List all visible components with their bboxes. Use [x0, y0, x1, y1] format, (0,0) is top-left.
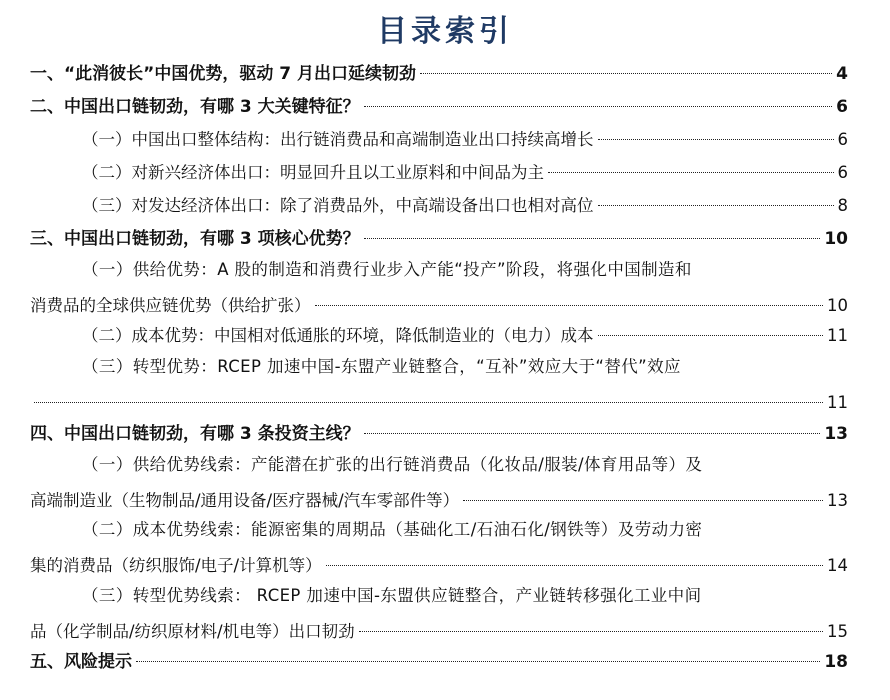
toc-page-number: 6 — [836, 97, 848, 117]
toc-entry-text: （二）成本优势：中国相对低通胀的环境，降低制造业的（电力）成本 — [82, 326, 594, 345]
dot-leader — [136, 661, 820, 662]
toc-entry-section-3[interactable] — [30, 225, 848, 253]
toc-entry-text: 三、中国出口链韧劲，有哪 3 项核心优势？ — [30, 229, 360, 249]
toc-entry-text-line-1: （三）转型优势：RCEP 加速中国-东盟产业链整合，“互补”效应大于“替代”效应 — [82, 357, 681, 376]
toc-entry-text-line-2: 品（化学制品/纺织原材料/机电等）出口韧劲 — [30, 622, 355, 641]
toc-entry-section-4-1[interactable] — [30, 451, 848, 515]
toc-entry-section-1[interactable] — [30, 60, 848, 88]
toc-entry-section-2-3[interactable] — [30, 192, 848, 220]
toc-page-number: 6 — [837, 130, 848, 149]
toc-page-number: 18 — [824, 652, 848, 672]
toc-page-number: 13 — [827, 491, 848, 510]
toc-entry-text: 一、“此消彼长”中国优势，驱动 7 月出口延续韧劲 — [30, 64, 417, 84]
toc-page-number: 8 — [837, 196, 848, 215]
toc-entry-text-line-2: 集的消费品（纺织服饰/电子/计算机等） — [30, 556, 322, 575]
dot-leader — [463, 500, 823, 501]
toc-entry-section-4[interactable] — [30, 420, 848, 448]
toc-title: 目录索引 — [377, 14, 513, 49]
toc-page-number: 10 — [824, 229, 848, 249]
toc-entry-text: 四、中国出口链韧劲，有哪 3 条投资主线？ — [30, 424, 360, 444]
toc-page-number: 11 — [827, 326, 848, 345]
toc-entry-text-line-2: 高端制造业（生物制品/通用设备/医疗器械/汽车零部件等） — [30, 491, 460, 510]
toc-entry-section-4-2[interactable] — [30, 516, 848, 580]
dot-leader — [598, 335, 824, 336]
dot-leader — [326, 565, 823, 566]
toc-entry-section-3-3[interactable] — [30, 353, 848, 417]
dot-leader — [364, 106, 832, 107]
toc-entry-section-2-2[interactable] — [30, 159, 848, 187]
dot-leader — [598, 205, 834, 206]
dot-leader — [315, 305, 824, 306]
toc-entry-section-5[interactable] — [30, 648, 848, 676]
toc-page-number: 11 — [827, 393, 848, 412]
toc-entry-text-line-2: 消费品的全球供应链优势（供给扩张） — [30, 296, 311, 315]
toc-entry-section-4-3[interactable] — [30, 582, 848, 646]
dot-leader — [598, 139, 834, 140]
toc-page-number: 4 — [836, 64, 848, 84]
toc-entry-section-2[interactable] — [30, 93, 848, 121]
dot-leader — [359, 631, 823, 632]
toc-page-number: 15 — [827, 622, 848, 641]
toc-page-number: 13 — [824, 424, 848, 444]
toc-entry-text: 二、中国出口链韧劲，有哪 3 大关键特征？ — [30, 97, 360, 117]
toc-entry-text: （二）对新兴经济体出口：明显回升且以工业原料和中间品为主 — [82, 163, 544, 182]
toc-entry-section-3-1[interactable] — [30, 256, 848, 320]
dot-leader — [34, 402, 823, 403]
toc-entry-section-2-1[interactable] — [30, 126, 848, 154]
toc-entry-text-line-1: （一）供给优势：A 股的制造和消费行业步入产能“投产”阶段，将强化中国制造和 — [82, 260, 692, 279]
toc-entry-text: （三）对发达经济体出口：除了消费品外，中高端设备出口也相对高位 — [82, 196, 594, 215]
toc-page-number: 10 — [827, 296, 848, 315]
dot-leader — [364, 238, 821, 239]
toc-page-number: 6 — [837, 163, 848, 182]
toc-entry-section-3-2[interactable] — [30, 322, 848, 350]
toc-entry-text-line-1: （三）转型优势线索： RCEP 加速中国-东盟供应链整合，产业链转移强化工业中间 — [82, 586, 702, 605]
dot-leader — [548, 172, 834, 173]
toc-page-number: 14 — [827, 556, 848, 575]
dot-leader — [364, 433, 821, 434]
toc-entry-text-line-1: （一）供给优势线索：产能潜在扩张的出行链消费品（化妆品/服装/体育用品等）及 — [82, 455, 703, 474]
toc-entry-text-line-1: （二）成本优势线索：能源密集的周期品（基础化工/石油石化/钢铁等）及劳动力密 — [82, 520, 703, 539]
toc-entry-text: 五、风险提示 — [30, 652, 132, 672]
toc-entry-text: （一）中国出口整体结构：出行链消费品和高端制造业出口持续高增长 — [82, 130, 594, 149]
dot-leader — [420, 73, 832, 74]
